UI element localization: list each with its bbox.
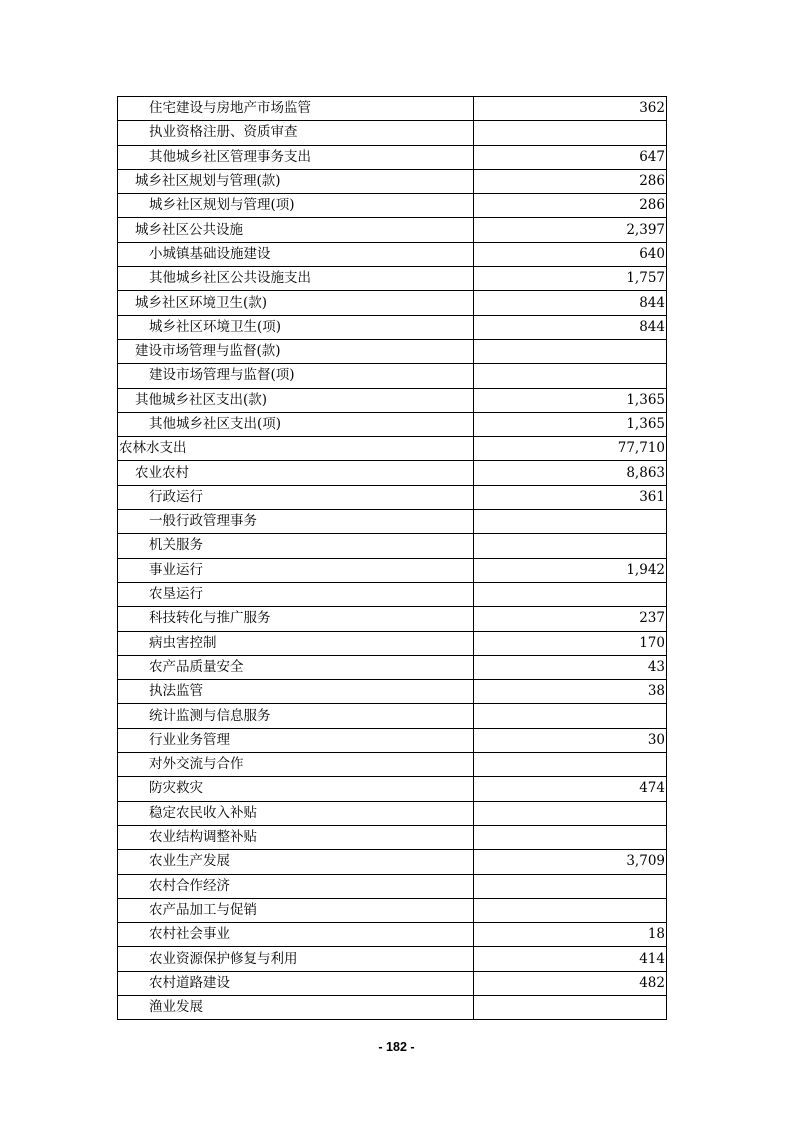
table-row [118,558,667,582]
row-item-name: 农垦运行 [118,582,474,606]
row-amount [474,534,667,558]
row-item-name: 城乡社区环境卫生(款) [118,291,474,315]
row-amount: 474 [474,777,667,801]
table-row [118,97,667,121]
row-amount [474,801,667,825]
table-row [118,315,667,339]
row-amount: 286 [474,194,667,218]
row-item-name: 其他城乡社区管理事务支出 [118,145,474,169]
row-item-name: 对外交流与合作 [118,753,474,777]
row-item-name: 农业农村 [118,461,474,485]
row-item-name: 事业运行 [118,558,474,582]
row-amount: 30 [474,728,667,752]
table-row [118,388,667,412]
row-amount: 18 [474,923,667,947]
row-item-name: 农林水支出 [118,437,474,461]
table-row [118,339,667,363]
row-amount [474,582,667,606]
row-amount [474,339,667,363]
table-row [118,437,667,461]
row-amount [474,898,667,922]
row-item-name: 行业业务管理 [118,728,474,752]
table-row [118,655,667,679]
row-item-name: 小城镇基础设施建设 [118,242,474,266]
row-item-name: 其他城乡社区公共设施支出 [118,267,474,291]
table-row [118,631,667,655]
row-amount: 170 [474,631,667,655]
row-item-name: 渔业发展 [118,995,474,1019]
row-amount [474,364,667,388]
table-row [118,218,667,242]
row-amount [474,874,667,898]
row-amount: 1,365 [474,388,667,412]
table-row [118,169,667,193]
budget-expenditure-table [117,96,667,1020]
table-row [118,534,667,558]
row-amount: 1,757 [474,267,667,291]
row-item-name: 农产品质量安全 [118,655,474,679]
row-amount: 237 [474,607,667,631]
table-body [118,97,667,1020]
row-item-name: 机关服务 [118,534,474,558]
row-item-name: 统计监测与信息服务 [118,704,474,728]
table-row [118,582,667,606]
table-row [118,510,667,534]
row-item-name: 行政运行 [118,485,474,509]
table-row [118,850,667,874]
table-row [118,704,667,728]
row-item-name: 城乡社区规划与管理(款) [118,169,474,193]
row-amount: 8,863 [474,461,667,485]
row-amount [474,704,667,728]
row-amount [474,995,667,1019]
row-item-name: 建设市场管理与监督(款) [118,339,474,363]
table-row [118,364,667,388]
row-item-name: 农业生产发展 [118,850,474,874]
row-amount: 1,942 [474,558,667,582]
table-row [118,485,667,509]
row-item-name: 农村道路建设 [118,971,474,995]
row-amount [474,510,667,534]
table-row [118,461,667,485]
row-item-name: 城乡社区环境卫生(项) [118,315,474,339]
row-item-name: 城乡社区规划与管理(项) [118,194,474,218]
row-item-name: 农村合作经济 [118,874,474,898]
row-amount: 77,710 [474,437,667,461]
table-row [118,801,667,825]
row-amount: 482 [474,971,667,995]
table-row [118,121,667,145]
table-row [118,777,667,801]
table-row [118,923,667,947]
row-amount: 38 [474,680,667,704]
table-row [118,825,667,849]
table-row [118,267,667,291]
row-item-name: 防灾救灾 [118,777,474,801]
page-number: - 182 - [378,1040,415,1054]
row-item-name: 农业结构调整补贴 [118,825,474,849]
table-row [118,728,667,752]
row-item-name: 农业资源保护修复与利用 [118,947,474,971]
row-item-name: 住宅建设与房地产市场监管 [118,97,474,121]
table-row [118,753,667,777]
table-row [118,995,667,1019]
table-row [118,680,667,704]
row-amount: 2,397 [474,218,667,242]
row-amount: 43 [474,655,667,679]
row-item-name: 稳定农民收入补贴 [118,801,474,825]
row-amount [474,121,667,145]
row-item-name: 农产品加工与促销 [118,898,474,922]
row-amount: 362 [474,97,667,121]
row-amount: 640 [474,242,667,266]
table-row [118,145,667,169]
table-row [118,412,667,436]
table-row [118,194,667,218]
table-row [118,898,667,922]
row-amount [474,753,667,777]
row-amount: 647 [474,145,667,169]
row-item-name: 执法监管 [118,680,474,704]
row-item-name: 执业资格注册、资质审查 [118,121,474,145]
table-row [118,607,667,631]
row-item-name: 其他城乡社区支出(项) [118,412,474,436]
row-item-name: 一般行政管理事务 [118,510,474,534]
row-amount: 361 [474,485,667,509]
row-amount: 844 [474,315,667,339]
table-row [118,971,667,995]
row-item-name: 病虫害控制 [118,631,474,655]
row-item-name: 城乡社区公共设施 [118,218,474,242]
row-amount [474,825,667,849]
row-item-name: 科技转化与推广服务 [118,607,474,631]
row-amount: 1,365 [474,412,667,436]
row-amount: 844 [474,291,667,315]
row-amount: 414 [474,947,667,971]
row-item-name: 农村社会事业 [118,923,474,947]
row-item-name: 其他城乡社区支出(款) [118,388,474,412]
table-row [118,947,667,971]
row-amount: 3,709 [474,850,667,874]
row-item-name: 建设市场管理与监督(项) [118,364,474,388]
row-amount: 286 [474,169,667,193]
table-row [118,242,667,266]
table-row [118,291,667,315]
table-row [118,874,667,898]
